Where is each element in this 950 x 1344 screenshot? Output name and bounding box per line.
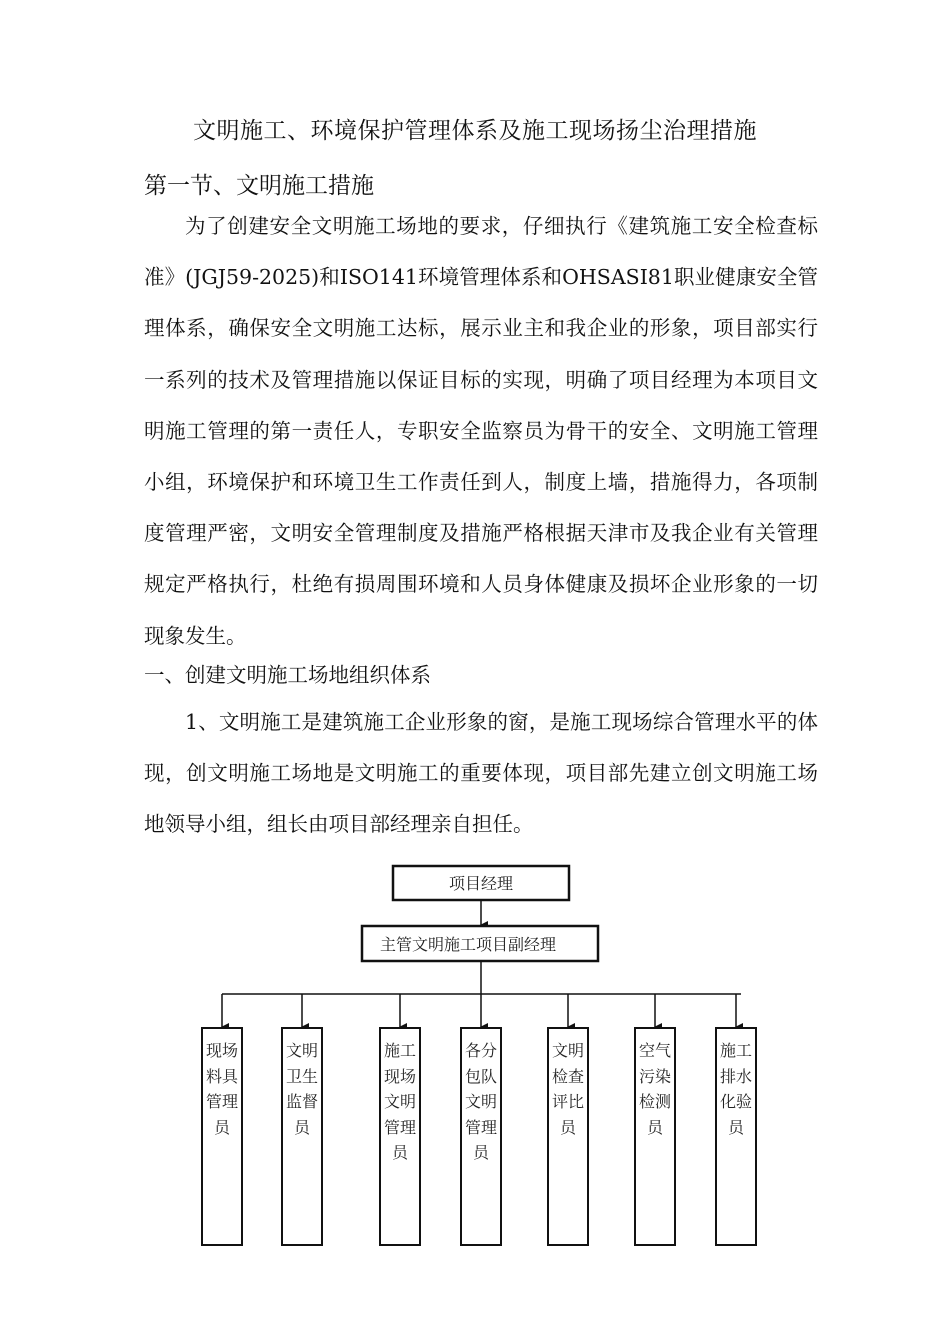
document-title: 文明施工、环境保护管理体系及施工现场扬尘治理措施 [193, 118, 757, 144]
org-member-label: 现场料具管理员 [205, 1041, 238, 1137]
subheading-org-system: 一、创建文明施工场地组织体系 [144, 663, 431, 687]
section-heading: 第一节、文明施工措施 [144, 173, 374, 199]
org-member-label: 各分包队文明管理员 [464, 1041, 497, 1162]
org-member-label: 文明检查评比员 [551, 1041, 584, 1137]
org-label-deputy: 主管文明施工项目副经理 [379, 935, 557, 954]
org-member-label: 空气污染检测员 [638, 1041, 671, 1137]
org-member-label: 施工排水化验员 [719, 1041, 752, 1137]
org-member-label: 文明卫生监督员 [285, 1041, 318, 1137]
paragraph-intro: 为了创建安全文明施工场地的要求，仔细执行《建筑施工安全检查标准》(JGJ59-2025)和ISO141环境管理体系和OHSASI81职业健康安全管理体系，确保安全文明施工达标，展示业主和我企业的形象，项目部实行一系列的技术及管理措施以保证目标的实现，明确了项目经理为本项目文明施工管理的第一责任人，专职安全监察员为骨干的安全、文明施工管理小组，环境保护和环境卫生工作责任到人，制度上墙，措施得力，各项制度管理严密，文明安全管理制度及措施严格根据天津市及我企业有关管理规定严格执行，杜绝有损周围环境和人员身体健康及损坏企业形象的一切现象发生。 [144, 214, 818, 648]
paragraph-org-system: 1、文明施工是建筑施工企业形象的窗，是施工现场综合管理水平的体现，创文明施工场地是文明施工的重要体现，项目部先建立创文明施工场地领导小组，组长由项目部经理亲自担任。 [144, 710, 818, 837]
org-member-label: 施工现场文明管理员 [383, 1041, 416, 1162]
org-label-manager: 项目经理 [448, 874, 514, 893]
